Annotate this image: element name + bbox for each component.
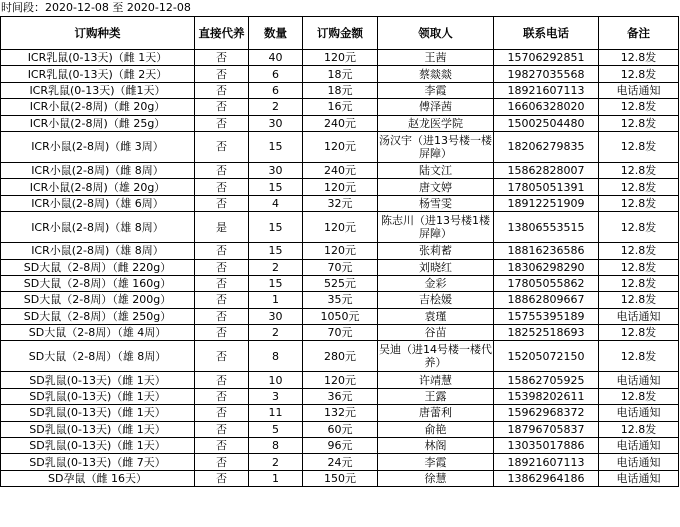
cell-phone: 15205072150 [494, 341, 599, 372]
cell-type: ICR小鼠(2-8周)（雄 20g） [1, 179, 195, 195]
cell-note: 12.8发 [599, 341, 679, 372]
cell-phone: 13862964186 [494, 470, 599, 486]
cell-amount: 18元 [303, 82, 378, 98]
cell-person: 谷苗 [378, 325, 494, 341]
cell-qty: 6 [249, 82, 303, 98]
cell-agent: 否 [195, 454, 249, 470]
table-row [1, 259, 679, 275]
cell-phone: 15002504480 [494, 115, 599, 131]
table-row [1, 275, 679, 291]
table-row [1, 341, 679, 372]
cell-type: SD乳鼠(0-13天)（雌 1天） [1, 388, 195, 404]
cell-agent: 否 [195, 162, 249, 178]
cell-type: SD大鼠（2-8周）（雌 220g） [1, 259, 195, 275]
cell-amount: 70元 [303, 325, 378, 341]
table-row [1, 325, 679, 341]
cell-note: 12.8发 [599, 243, 679, 259]
cell-amount: 150元 [303, 470, 378, 486]
cell-qty: 8 [249, 438, 303, 454]
table-row [1, 470, 679, 486]
cell-note: 12.8发 [599, 115, 679, 131]
cell-person: 赵龙医学院 [378, 115, 494, 131]
cell-person: 李霞 [378, 454, 494, 470]
cell-person: 陆文江 [378, 162, 494, 178]
cell-qty: 6 [249, 66, 303, 82]
table-row [1, 99, 679, 115]
cell-amount: 18元 [303, 66, 378, 82]
cell-agent: 否 [195, 388, 249, 404]
header-row [1, 17, 679, 50]
cell-note: 12.8发 [599, 292, 679, 308]
cell-person: 吉桧媛 [378, 292, 494, 308]
cell-agent: 否 [195, 325, 249, 341]
cell-phone: 18921607113 [494, 454, 599, 470]
cell-person: 林阁 [378, 438, 494, 454]
cell-note: 电话通知 [599, 308, 679, 324]
cell-phone: 15862705925 [494, 372, 599, 388]
cell-note: 12.8发 [599, 388, 679, 404]
cell-person: 徐慧 [378, 470, 494, 486]
cell-type: ICR小鼠(2-8周)（雄 8周） [1, 212, 195, 243]
cell-person: 许靖慧 [378, 372, 494, 388]
cell-note: 12.8发 [599, 50, 679, 66]
table-row [1, 50, 679, 66]
cell-phone: 15398202611 [494, 388, 599, 404]
cell-note: 电话通知 [599, 372, 679, 388]
cell-type: ICR乳鼠(0-13天)（雌1天） [1, 82, 195, 98]
table-body [1, 50, 679, 487]
cell-type: SD大鼠（2-8周）（雄 160g） [1, 275, 195, 291]
cell-person: 汤汉宇（进13号楼一楼屏障） [378, 131, 494, 162]
cell-person: 杨雪雯 [378, 195, 494, 211]
table-row [1, 82, 679, 98]
table-row [1, 115, 679, 131]
cell-amount: 32元 [303, 195, 378, 211]
cell-person: 唐文婷 [378, 179, 494, 195]
cell-person: 刘晓红 [378, 259, 494, 275]
cell-amount: 132元 [303, 405, 378, 421]
cell-agent: 否 [195, 66, 249, 82]
cell-phone: 15755395189 [494, 308, 599, 324]
cell-agent: 否 [195, 82, 249, 98]
cell-qty: 30 [249, 115, 303, 131]
cell-type: ICR乳鼠(0-13天)（雌 2天） [1, 66, 195, 82]
table-row [1, 292, 679, 308]
cell-phone: 13035017886 [494, 438, 599, 454]
cell-type: SD大鼠（2-8周）（雄 4周） [1, 325, 195, 341]
cell-phone: 18252518693 [494, 325, 599, 341]
cell-note: 12.8发 [599, 259, 679, 275]
cell-agent: 否 [195, 275, 249, 291]
cell-qty: 2 [249, 325, 303, 341]
cell-qty: 3 [249, 388, 303, 404]
cell-qty: 30 [249, 308, 303, 324]
cell-phone: 18862809667 [494, 292, 599, 308]
cell-note: 12.8发 [599, 275, 679, 291]
cell-qty: 30 [249, 162, 303, 178]
table-row [1, 195, 679, 211]
cell-note: 12.8发 [599, 131, 679, 162]
col-qty-header: 数量 [249, 17, 303, 50]
cell-amount: 120元 [303, 179, 378, 195]
orders-table [0, 16, 679, 487]
cell-agent: 否 [195, 292, 249, 308]
cell-qty: 15 [249, 179, 303, 195]
cell-note: 电话通知 [599, 82, 679, 98]
cell-agent: 否 [195, 308, 249, 324]
table-row [1, 179, 679, 195]
cell-phone: 18206279835 [494, 131, 599, 162]
table-row [1, 421, 679, 437]
cell-qty: 2 [249, 454, 303, 470]
cell-agent: 否 [195, 195, 249, 211]
cell-note: 电话通知 [599, 454, 679, 470]
table-row [1, 372, 679, 388]
cell-qty: 4 [249, 195, 303, 211]
cell-agent: 否 [195, 115, 249, 131]
cell-type: SD乳鼠(0-13天)（雌 1天） [1, 372, 195, 388]
cell-amount: 35元 [303, 292, 378, 308]
cell-phone: 16606328020 [494, 99, 599, 115]
cell-qty: 1 [249, 470, 303, 486]
cell-agent: 否 [195, 179, 249, 195]
cell-person: 俞艳 [378, 421, 494, 437]
cell-person: 王露 [378, 388, 494, 404]
cell-note: 电话通知 [599, 470, 679, 486]
table-row [1, 438, 679, 454]
cell-phone: 18921607113 [494, 82, 599, 98]
cell-note: 12.8发 [599, 66, 679, 82]
cell-type: SD乳鼠(0-13天)（雌 1天） [1, 421, 195, 437]
cell-amount: 240元 [303, 162, 378, 178]
cell-agent: 是 [195, 212, 249, 243]
cell-agent: 否 [195, 243, 249, 259]
cell-amount: 96元 [303, 438, 378, 454]
cell-phone: 18816236586 [494, 243, 599, 259]
cell-agent: 否 [195, 470, 249, 486]
cell-amount: 36元 [303, 388, 378, 404]
cell-type: ICR小鼠(2-8周)（雄 6周） [1, 195, 195, 211]
col-phone-header: 联系电话 [494, 17, 599, 50]
cell-amount: 120元 [303, 50, 378, 66]
cell-person: 陈志川（进13号楼1楼屏障） [378, 212, 494, 243]
cell-qty: 15 [249, 243, 303, 259]
col-person-header: 领取人 [378, 17, 494, 50]
cell-note: 电话通知 [599, 438, 679, 454]
cell-agent: 否 [195, 50, 249, 66]
cell-type: SD孕鼠（雌 16天） [1, 470, 195, 486]
cell-agent: 否 [195, 341, 249, 372]
table-row [1, 162, 679, 178]
cell-amount: 280元 [303, 341, 378, 372]
cell-type: ICR小鼠(2-8周)（雌 3周） [1, 131, 195, 162]
cell-amount: 120元 [303, 131, 378, 162]
cell-person: 袁瑾 [378, 308, 494, 324]
cell-person: 张莉蓄 [378, 243, 494, 259]
table-row [1, 454, 679, 470]
col-amount-header: 订购金额 [303, 17, 378, 50]
cell-note: 12.8发 [599, 212, 679, 243]
cell-phone: 17805055862 [494, 275, 599, 291]
cell-phone: 15962968372 [494, 405, 599, 421]
cell-qty: 2 [249, 259, 303, 275]
cell-amount: 16元 [303, 99, 378, 115]
cell-qty: 15 [249, 131, 303, 162]
cell-agent: 否 [195, 99, 249, 115]
cell-phone: 18796705837 [494, 421, 599, 437]
cell-type: ICR乳鼠(0-13天)（雌 1天） [1, 50, 195, 66]
cell-agent: 否 [195, 405, 249, 421]
cell-type: SD大鼠（2-8周）（雄 200g） [1, 292, 195, 308]
table-row [1, 405, 679, 421]
cell-note: 12.8发 [599, 162, 679, 178]
col-agent-header: 直接代养 [195, 17, 249, 50]
cell-type: SD乳鼠(0-13天)（雌 7天） [1, 454, 195, 470]
cell-phone: 17805051391 [494, 179, 599, 195]
cell-qty: 15 [249, 212, 303, 243]
cell-note: 12.8发 [599, 421, 679, 437]
cell-amount: 525元 [303, 275, 378, 291]
cell-qty: 11 [249, 405, 303, 421]
table-row [1, 66, 679, 82]
cell-type: ICR小鼠(2-8周)（雌 8周） [1, 162, 195, 178]
cell-person: 王茜 [378, 50, 494, 66]
cell-amount: 70元 [303, 259, 378, 275]
col-type-header: 订购种类 [1, 17, 195, 50]
cell-person: 唐蕾利 [378, 405, 494, 421]
cell-phone: 15706292851 [494, 50, 599, 66]
cell-person: 蔡燚燚 [378, 66, 494, 82]
cell-agent: 否 [195, 131, 249, 162]
cell-note: 电话通知 [599, 405, 679, 421]
cell-type: ICR小鼠(2-8周)（雄 8周） [1, 243, 195, 259]
cell-phone: 18912251909 [494, 195, 599, 211]
cell-type: SD乳鼠(0-13天)（雌 1天） [1, 438, 195, 454]
cell-qty: 10 [249, 372, 303, 388]
cell-qty: 40 [249, 50, 303, 66]
cell-person: 金彩 [378, 275, 494, 291]
period-label: 时间段：2020-12-08 至 2020-12-08 [1, 1, 191, 14]
cell-qty: 15 [249, 275, 303, 291]
cell-qty: 2 [249, 99, 303, 115]
cell-amount: 240元 [303, 115, 378, 131]
cell-phone: 15862828007 [494, 162, 599, 178]
cell-phone: 13806553515 [494, 212, 599, 243]
cell-person: 吴迪（进14号楼一楼代养） [378, 341, 494, 372]
cell-type: ICR小鼠(2-8周)（雌 20g） [1, 99, 195, 115]
col-note-header: 备注 [599, 17, 679, 50]
cell-phone: 18306298290 [494, 259, 599, 275]
cell-phone: 19827035568 [494, 66, 599, 82]
cell-agent: 否 [195, 372, 249, 388]
cell-agent: 否 [195, 438, 249, 454]
cell-type: SD乳鼠(0-13天)（雌 1天） [1, 405, 195, 421]
cell-amount: 120元 [303, 212, 378, 243]
cell-note: 12.8发 [599, 195, 679, 211]
cell-qty: 1 [249, 292, 303, 308]
table-row [1, 308, 679, 324]
cell-qty: 8 [249, 341, 303, 372]
cell-type: SD大鼠（2-8周）（雄 8周） [1, 341, 195, 372]
cell-amount: 120元 [303, 372, 378, 388]
cell-agent: 否 [195, 421, 249, 437]
cell-amount: 60元 [303, 421, 378, 437]
cell-amount: 24元 [303, 454, 378, 470]
table-row [1, 212, 679, 243]
cell-note: 12.8发 [599, 179, 679, 195]
cell-agent: 否 [195, 259, 249, 275]
table-row [1, 131, 679, 162]
table-row [1, 388, 679, 404]
cell-amount: 120元 [303, 243, 378, 259]
cell-note: 12.8发 [599, 99, 679, 115]
cell-note: 12.8发 [599, 325, 679, 341]
cell-type: ICR小鼠(2-8周)（雌 25g） [1, 115, 195, 131]
cell-type: SD大鼠（2-8周）（雄 250g） [1, 308, 195, 324]
table-row [1, 243, 679, 259]
cell-person: 傅泽茜 [378, 99, 494, 115]
cell-person: 李霞 [378, 82, 494, 98]
cell-amount: 1050元 [303, 308, 378, 324]
cell-qty: 5 [249, 421, 303, 437]
